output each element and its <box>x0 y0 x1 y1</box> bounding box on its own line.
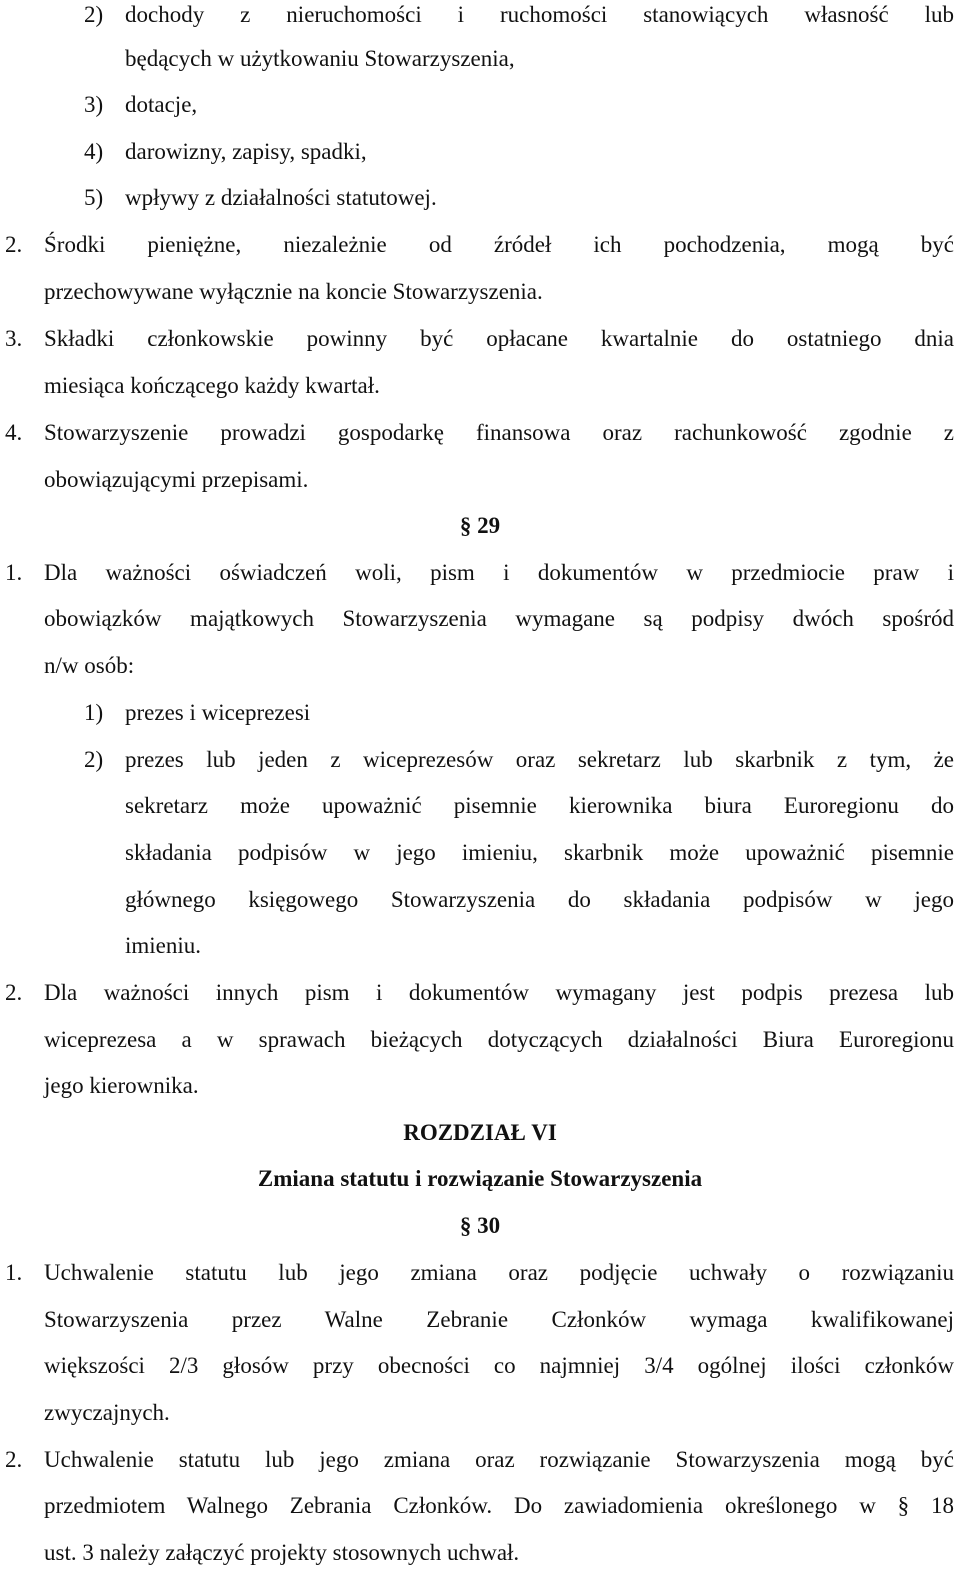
section-heading-30: § 30 <box>459 1213 501 1238</box>
section-heading-29: § 29 <box>459 513 501 538</box>
chapter-heading: ROZDZIAŁ VI <box>403 1120 557 1145</box>
chapter-title: Zmiana statutu i rozwiązanie Stowarzyszenia <box>257 1166 703 1191</box>
document-page: 2) dochody z nieruchomości i ruchomości stanowiących własność lub będących w użytkowaniu Stowarzyszenia, 3) dotacje, 4) darowizny, zapisy, spadki, 5) wpływy z działalności statutowej. 2. Środki pieniężne, niezależnie od źródeł ich pochodzenia, mogą być przechowywane wyłącznie na koncie Stowarzyszenia. 3. Składki członkowskie powinny być opłacane kwartalnie do ostatniego dnia miesiąca kończącego każdy kwartał. 4. Stowarzyszenie prowadzi gospodarkę finansowa oraz rachunkowość zgodnie z obowiązującymi przepisami. § 29 1. Dla ważności oświadczeń woli, pism i dokumentów w przedmiocie praw i obowiązków majątkowych Stowarzyszenia wymagane są podpisy dwóch spośród n/w osób: 1) prezes i wiceprezesi 2) prezes lub jeden z wiceprezesów oraz sekretarz lub skarbnik z tym, że sekretarz może upoważnić pisemnie kierownika biura Euroregionu do składania podpisów w jego imieniu, skarbnik może upoważnić pisemnie głównego księgowego Stowarzyszenia do składania podpisów w jego imieniu. 2. Dla ważności innych pism i dokumentów wymagany jest podpis prezesa lub wiceprezesa a w sprawach bieżących dotyczących działalności Biura Euroregionu jego kierownika. ROZDZIAŁ VI Zmiana statutu i rozwiązanie Stowarzyszenia § 30 1. Uchwalenie statutu lub jego zmiana oraz podjęcie uchwały o rozwiązaniu Stowarzyszenia przez Walne Zebranie Członków wymaga kwalifikowanej większości 2/3 głosów przy obecności co najmniej 3/4 ogólnej ilości członków zwyczajnych. 2. Uchwalenie statutu lub jego zmiana oraz rozwiązanie Stowarzyszenia mogą być przedmiotem Walnego Zebrania Członków. Do zawiadomienia określonego w § 18 ust. 3 należy załączyć projekty stosownych uchwał. <box>0 0 960 1572</box>
